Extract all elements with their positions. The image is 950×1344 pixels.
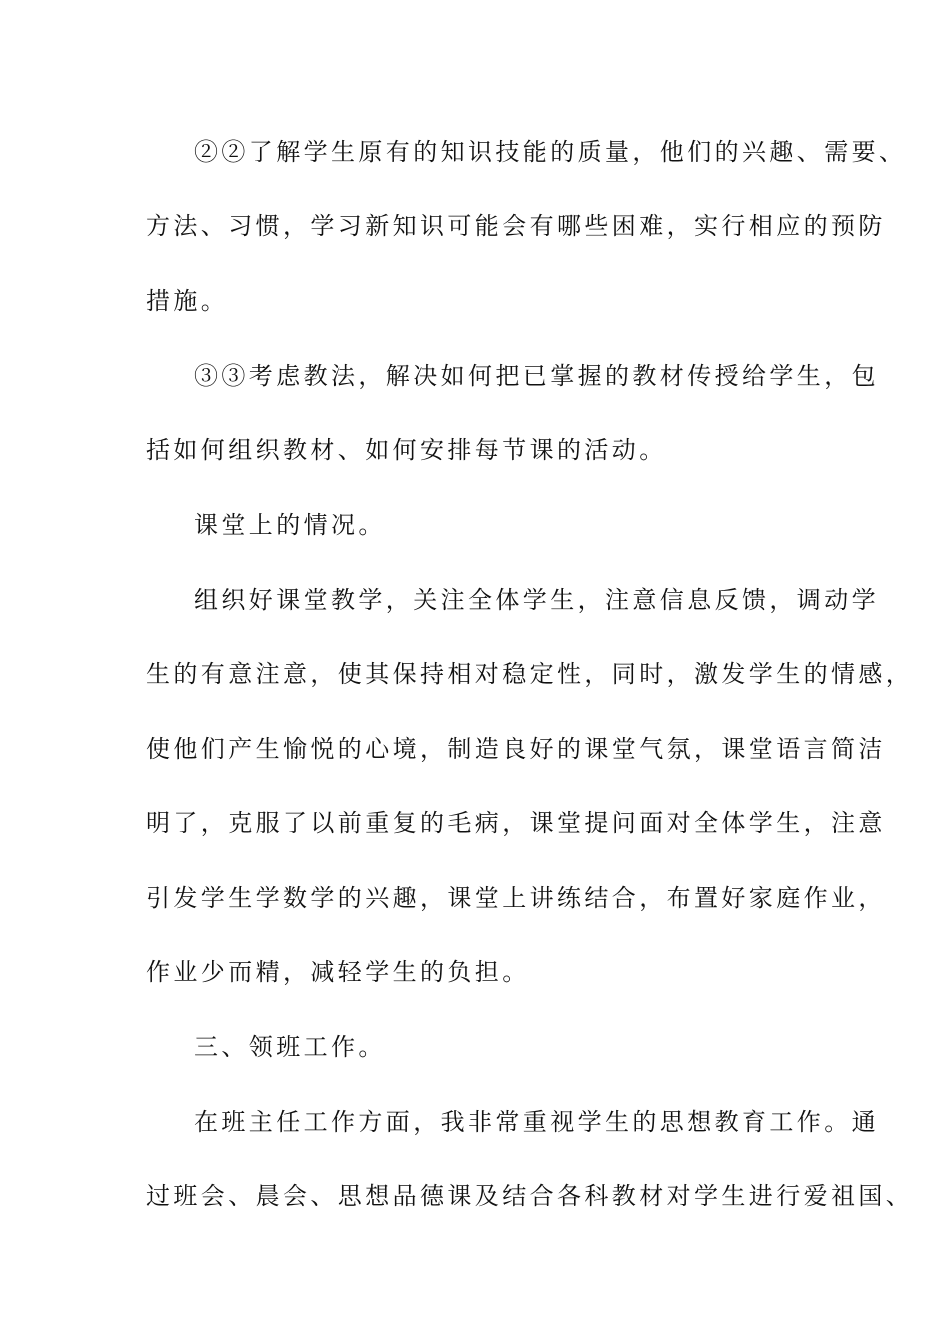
text-line: 括如何组织教材、如何安排每节课的活动。	[146, 436, 667, 464]
text-line: 在班主任工作方面，我非常重视学生的思想教育工作。通	[194, 1108, 879, 1136]
text-line: 引发学生学数学的兴趣，课堂上讲练结合，布置好家庭作业，	[146, 884, 886, 912]
text-line: 组织好课堂教学，关注全体学生，注意信息反馈，调动学	[194, 586, 879, 614]
text-line: ③③考虑教法，解决如何把已掌握的教材传授给学生，包	[194, 362, 879, 390]
text-line: 作业少而精，减轻学生的负担。	[146, 958, 530, 986]
section-heading: 课堂上的情况。	[194, 511, 386, 539]
text-line: 措施。	[146, 287, 229, 315]
text-line: ②②了解学生原有的知识技能的质量，他们的兴趣、需要、	[194, 138, 907, 166]
text-line: 生的有意注意，使其保持相对稳定性，同时，激发学生的情感，	[146, 660, 914, 688]
text-line: 过班会、晨会、思想品德课及结合各科教材对学生进行爱祖国、	[146, 1182, 914, 1210]
section-heading: 三、领班工作。	[194, 1033, 386, 1061]
text-line: 明了，克服了以前重复的毛病，课堂提问面对全体学生，注意	[146, 809, 886, 837]
text-line: 方法、习惯，学习新知识可能会有哪些困难，实行相应的预防	[146, 212, 886, 240]
text-line: 使他们产生愉悦的心境，制造良好的课堂气氛，课堂语言简洁	[146, 735, 886, 763]
